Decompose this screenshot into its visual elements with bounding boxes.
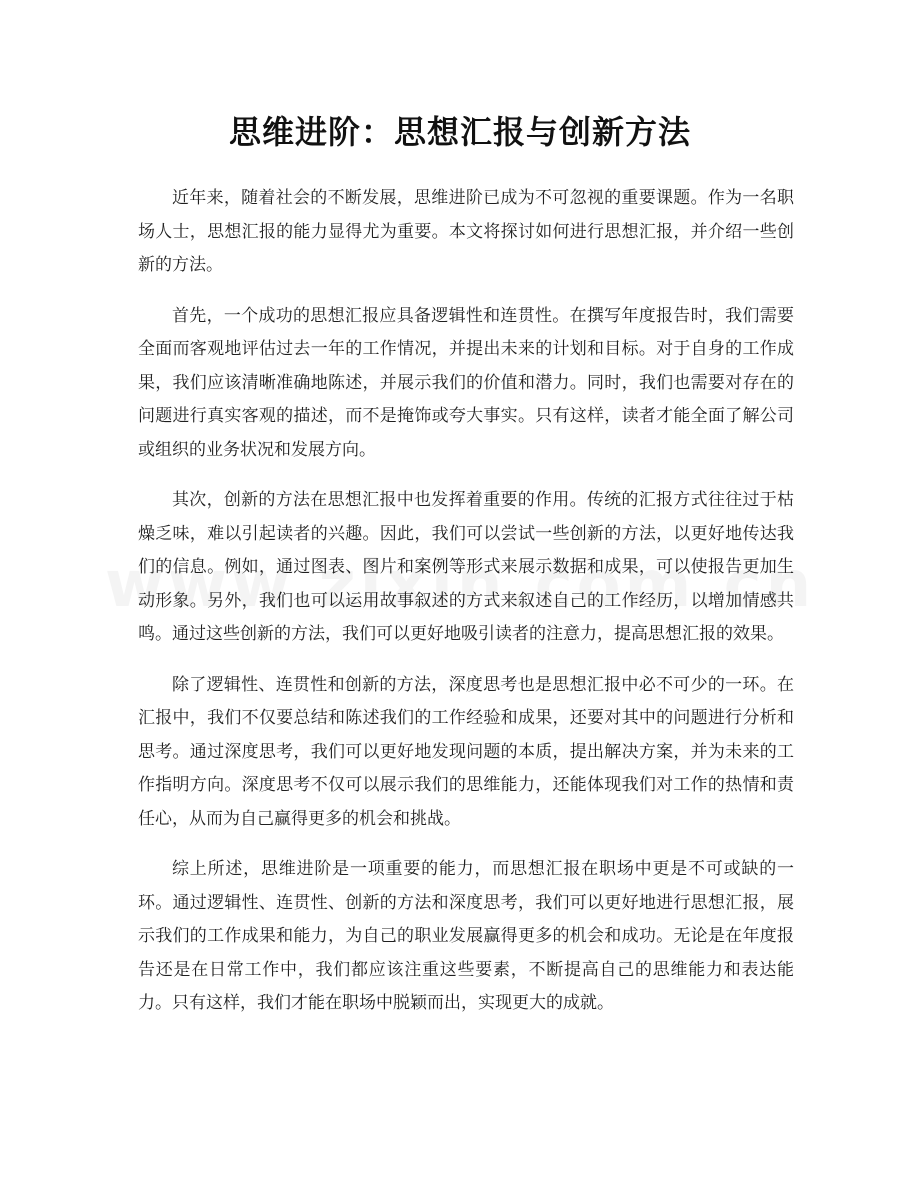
paragraph-4: 除了逻辑性、连贯性和创新的方法，深度思考也是思想汇报中必不可少的一环。在汇报中，我们不仅要总结和陈述我们的工作经验和成果，还要对其中的问题进行分析和思考。通过深度思考，我们可以更好地发现问题的本质，提出解决方案，并为未来的工作指明方向。深度思考不仅可以展示我们的思维能力，还能体现我们对工作的热情和责任心，从而为自己赢得更多的机会和挑战。: [138, 674, 794, 829]
paragraph-2: 首先，一个成功的思想汇报应具备逻辑性和连贯性。在撰写年度报告时，我们需要全面而客观地评估过去一年的工作情况，并提出未来的计划和目标。对于自身的工作成果，我们应该清晰准确地陈述，并展示我们的价值和潜力。同时，我们也需要对存在的问题进行真实客观的描述，而不是掩饰或夸大事实。只有这样，读者才能全面了解公司或组织的业务状况和发展方向。: [138, 305, 794, 460]
paragraph-5: 综上所述，思维进阶是一项重要的能力，而思想汇报在职场中更是不可或缺的一环。通过逻辑性、连贯性、创新的方法和深度思考，我们可以更好地进行思想汇报，展示我们的工作成果和能力，为自己的职业发展赢得更多的机会和成功。无论是在年度报告还是在日常工作中，我们都应该注重这些要素，不断提高自己的思维能力和表达能力。只有这样，我们才能在职场中脱颖而出，实现更大的成就。: [138, 859, 794, 1013]
document-body: [138, 182, 794, 1038]
document-title: 思维进阶：思想汇报与创新方法: [228, 113, 691, 151]
paragraph-1: 近年来，随着社会的不断发展，思维进阶已成为不可忽视的重要课题。作为一名职场人士，思想汇报的能力显得尤为重要。本文将探讨如何进行思想汇报，并介绍一些创新的方法。: [138, 188, 794, 275]
paragraph-3: 其次，创新的方法在思想汇报中也发挥着重要的作用。传统的汇报方式往往过于枯燥乏味，难以引起读者的兴趣。因此，我们可以尝试一些创新的方法，以更好地传达我们的信息。例如，通过图表、图片和案例等形式来展示数据和成果，可以使报告更加生动形象。另外，我们也可以运用故事叙述的方式来叙述自己的工作经历，以增加情感共鸣。通过这些创新的方法，我们可以更好地吸引读者的注意力，提高思想汇报的效果。: [138, 490, 794, 644]
